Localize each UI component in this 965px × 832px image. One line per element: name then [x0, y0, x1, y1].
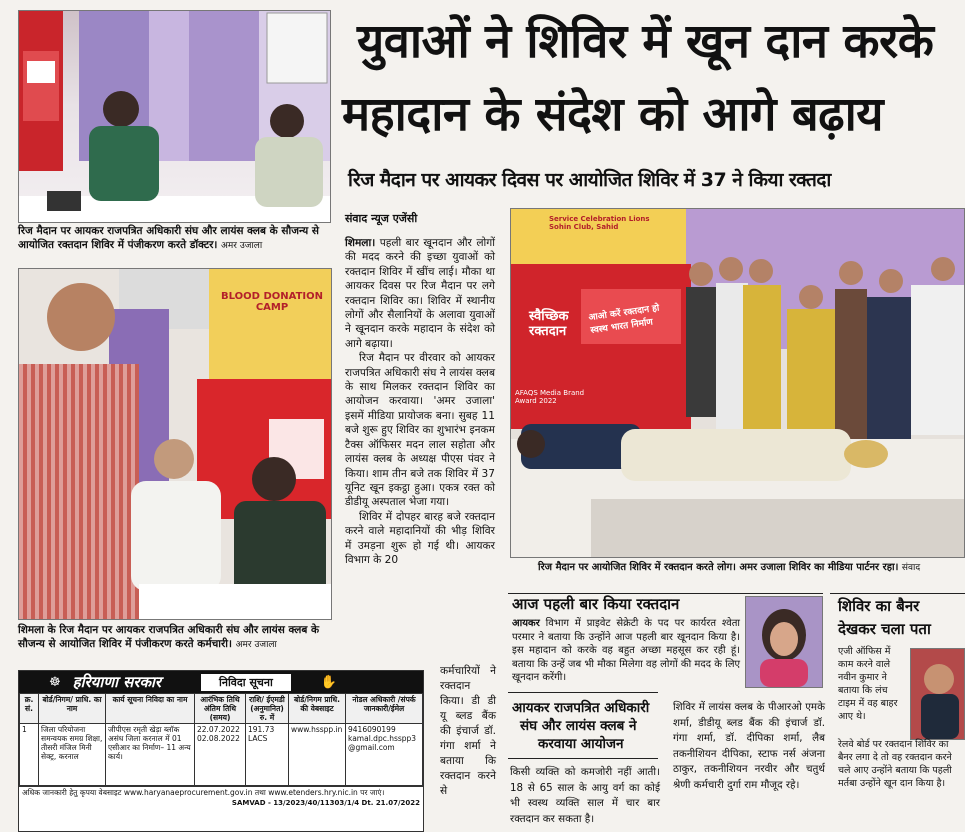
tender-notice — [18, 670, 424, 832]
dateline: शिमला। — [345, 237, 376, 249]
tender-cell: 1 — [20, 724, 39, 786]
tender-header — [19, 671, 423, 693]
banner-award: AFAQS Media Brand Award 2022 — [515, 389, 585, 405]
box-organizers-text: किसी व्यक्ति को कमजोरी नहीं आती। 18 से 65 साल के आयु वर्ग का कोई भी स्वस्थ व्यक्ति साल में चार बार रक्तदान कर सकता है। — [510, 766, 660, 825]
hands-logo-icon: ✋ — [320, 674, 338, 690]
caption-main-photo: रिज मैदान पर आयोजित शिविर में रक्तदान करते लोग। अमर उजाला शिविर का मीडिया पार्टनर रहा। संवाद — [538, 562, 921, 573]
banner-blood-donation: BLOOD DONATION CAMP — [221, 291, 323, 313]
box-banner-title-1: शिविर का बैनर — [838, 597, 920, 615]
photo-doctor-registration — [18, 10, 331, 223]
tender-header-row — [20, 694, 423, 724]
article-paragraph: शिमला। पहली बार खूनदान और लोगों की मदद करने की इच्छा युवाओं को रक्तदान शिविर में खींच लाई। मौका था आयकर दिवस पर रिज मैदान पर लगे रक्तदान शिविर का। शिविर में स्थानीय लोगों और सैलानियों के अलावा युवाओं ने खूनदान करके महादान के संदेश को आगे बढ़ाया। — [345, 237, 495, 350]
box-banner-text-wide: रेलवे बोर्ड पर रक्तदान शिविर का बैनर लगा दे तो वह रक्तदान करने चले आए उन्होंने बताया कि पहली मर्तबा उन्होंने खून दान किया है। — [838, 739, 952, 789]
tender-col-header: बोर्ड/निगम प्राधि. की वेबसाइट — [289, 694, 346, 724]
tender-table — [19, 693, 423, 786]
tender-col-header: राशि/ ईएमडी (अनुमानित) रु. में — [246, 694, 289, 724]
tender-col-header: नोडल अधिकारी /संपर्क जानकारी/ईमेल — [346, 694, 423, 724]
box-organizers-title-3: करवाया आयोजन — [538, 736, 624, 752]
box-banner-title-2: देखकर चला पता — [838, 620, 931, 638]
tender-cell: www.hsspp.in — [289, 724, 346, 786]
photo-shweta-parmar — [745, 596, 823, 688]
table-row — [20, 724, 423, 786]
subheadline: रिज मैदान पर आयकर दिवस पर आयोजित शिविर में 37 ने किया रक्तदा — [348, 169, 831, 191]
byline: संवाद न्यूज एजेंसी — [345, 212, 418, 225]
tender-cell: 22.07.2022 02.08.2022 — [195, 724, 246, 786]
banner-service: Service Celebration Lions Sohin Club, Sahid — [549, 215, 650, 231]
caption-top-left: रिज मैदान पर आयकर राजपत्रित अधिकारी संघ और लायंस क्लब के सौजन्य से आयोजित रक्तदान शिविर में पंजीकरण करते डॉक्टर। अमर उजाला — [18, 225, 319, 251]
box-banner-text-narrow: एजी ऑफिस में काम करने वाले नवीन कुमार ने बताया कि लंच टाइम में वह बाहर आए थे। — [838, 646, 898, 722]
tender-footer: अधिक जानकारी हेतु कृपया वेबसाइट www.haryanaeprocurement.gov.in तथा www.etenders.hry.nic.in पर जाएं। — [19, 786, 423, 799]
box-first-time-paragraph: आयकर विभाग में प्राइवेट सेक्रेटी के पद पर कार्यरत श्वेता परमार ने बताया कि उन्होंने आज पहली बार खूनदान किया है। इस महादान को करके वह बहुत अच्छा महसूस कर रही हूं। बताया कि उन्हें जब भी मौका मिलेगा वह लोगों की मदद के लिए खूनदान करेंगी। — [512, 618, 740, 684]
haryana-emblem-icon: ☸ — [49, 674, 61, 690]
staff-scene — [19, 269, 331, 619]
registration-scene — [19, 11, 330, 222]
box-rule-organizers-bottom — [508, 758, 658, 759]
article-paragraph: शिविर में दोपहर बारह बजे रक्तदान करने वाले महादानियों की भीड़ शिविर में उमड़ना शुरू हो गई थी। आयकर विभाग के 20 — [345, 510, 495, 566]
tender-col-header: क्र. सं. — [20, 694, 39, 724]
box-rule-organizers — [508, 692, 658, 693]
portrait-woman — [746, 597, 822, 687]
box-first-time-text — [512, 617, 740, 685]
donation-scene — [511, 209, 964, 557]
tender-notice-label: निविदा सूचना — [201, 674, 291, 691]
banner-raktdan: स्वैच्छिक रक्तदान — [529, 309, 569, 339]
tender-cell: 9416090199 kamal.dpc.hsspp3 @gmail.com — [346, 724, 423, 786]
tender-col-header: कार्य सूचना निविदा का नाम — [106, 694, 195, 724]
box-organizers-title-1: आयकर राजपत्रित अधिकारी — [512, 700, 650, 716]
box-rule-banner — [830, 593, 965, 594]
portrait-man — [911, 649, 964, 739]
tender-code: SAMVAD - 13/2023/40/11303/1/4 Dt. 21.07/2022 — [231, 799, 420, 807]
photo-naveen-kumar — [910, 648, 965, 740]
tender-col-header: बोर्ड/निगम/ प्राधि. का नाम — [39, 694, 106, 724]
lions-club-text: शिविर में लायंस क्लब के पीआरओ एमके शर्मा, डीडीयू ब्लड बैंक की इंचार्ज डॉ. गंगा शर्मा, डॉ. दीपिका शर्मा, लैब तकनीशियन दीपिका, स्टाफ नर्स अंजना ठाकुर, तकनीशियन नरवीर और चतुर्थ श्रेणी कर्मचारी दुर्गा राम मौजूद रहे। — [673, 701, 825, 791]
tender-cell: जिला परियोजना समन्वयक समग्र शिक्षा, तीसरी मंजिल मिनी सेक्ट्र, करनाल — [39, 724, 106, 786]
tender-cell: 191.73 LACS — [246, 724, 289, 786]
banner-slogan: आओ करें रक्तदान हो स्वस्थ भारत निर्माण — [588, 303, 660, 337]
photo-staff-registration — [18, 268, 332, 620]
box-first-time-title: आज पहली बार किया रक्तदान — [512, 595, 680, 613]
photo-blood-donation — [510, 208, 965, 558]
box-organizers-title-2: संघ और लायंस क्लब ने — [520, 718, 637, 734]
article-paragraph: रिज मैदान पर वीरवार को आयकर राजपत्रित अधिकारी संघ ने लायंस क्लब के साथ मिलकर रक्तदान शिविर का आयोजन करवाया। 'अमर उजाला' इसमें मीडिया प्रायोजक बना। सुबह 11 बजे शुरू हुए शिविर का शुभारंभ इनकम टैक्स ऑफिसर मदन लाल सहोता और लायंस क्लब के अध्यक्ष पीएस पंवर ने किया। शाम तीन बजे तक शिविर में 37 यूनिट खून इकट्ठा हुआ। एकत्र रक्त को डीडीयू अस्पताल भेजा गया। — [345, 352, 495, 509]
tender-govt-title: हरियाणा सरकार — [72, 673, 161, 691]
article-continuation: कर्मचारियों ने रक्तदान किया। डी डी यू ब्लड बैंक की इंचार्ज डॉ. गंगा शर्मा ने बताया कि रक्तदान करने से — [440, 665, 496, 797]
article-body — [345, 236, 495, 567]
headline-line1: युवाओं ने शिविर में खून दान करके — [357, 14, 934, 69]
tender-col-header: आरंभिक तिथि अंतिम तिथि (समय) — [195, 694, 246, 724]
tender-cell: जीपीएस रमृती खेड़ा ब्लॉक असंध जिला करनाल में 01 एसीआर का निर्माण– 11 अन्य कार्य। — [106, 724, 195, 786]
caption-mid-left: शिमला के रिज मैदान पर आयकर राजपत्रित अधिकारी संघ और लायंस क्लब के सौजन्य से आयोजित शिविर में पंजीकरण करते कर्मचारी। अमर उजाला — [18, 624, 320, 650]
headline-line2: महादान के संदेश को आगे बढ़ाय — [342, 87, 884, 142]
